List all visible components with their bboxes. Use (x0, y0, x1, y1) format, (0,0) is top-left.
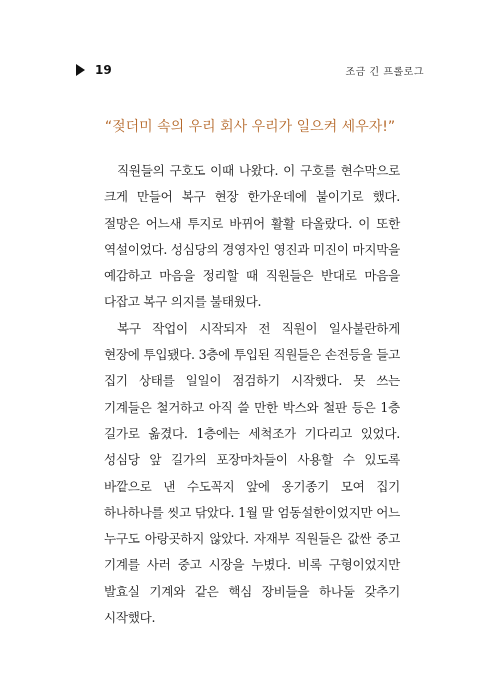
section-heading: “젖더미 속의 우리 회사 우리가 일으켜 세우자!” (104, 119, 396, 135)
paragraph: 복구 작업이 시작되자 전 직원이 일사불란하게 현장에 투입됐다. 3층에 투입된 직원들은 손전등을 들고 집기 상태를 일일이 점검하기 시작했다. 못 쓰는 기계들은 철거하고 아직 쓸 만한 박스와 철판 등은 1층 길가로 옮겼다. 1층에는 세척조가 기다리고 있었다. 성심당 앞 길가의 포장마차들이 사용할 수 있도록 바깥으로 낸 수도꼭지 앞에 옹기종기 모여 집기 하나하나를 씻고 닦았다. 1월 말 엄동설한이었지만 어느 누구도 아랑곳하지 않았다. 자재부 직원들은 값싼 중고 기계를 사러 중고 시장을 누볐다. 비록 구형이었지만 발효실 기계와 같은 핵심 장비들을 하나둘 갖추기 시작했다. (104, 320, 400, 626)
running-title: 조금 긴 프롤로그 (345, 66, 424, 78)
page-header (76, 60, 424, 80)
triangle-marker-icon (76, 64, 85, 76)
page-number: 19 (95, 63, 112, 77)
body-text (104, 158, 400, 631)
paragraph: 직원들의 구호도 이때 나왔다. 이 구호를 현수막으로 크게 만들어 복구 현장 한가운데에 붙이기로 했다. 절망은 어느새 투지로 바뀌어 활활 타올랐다. 이 또한 역설이었다. 성심당의 경영자인 영진과 미진이 마지막을 예감하고 마음을 정리할 때 직원들은 반대로 마음을 다잡고 복구 의지를 불태웠다. (104, 163, 400, 310)
